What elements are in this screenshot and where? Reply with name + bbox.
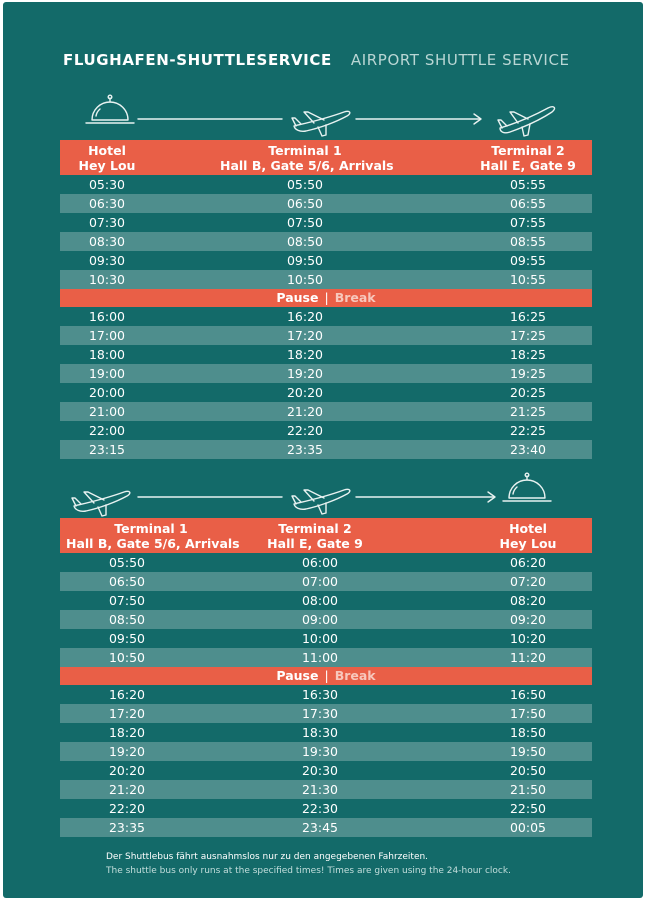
table-row [60,648,592,667]
time-cell: 10:50 [286,272,324,287]
table-row [60,440,592,459]
time-cell: 10:30 [88,272,126,287]
table-row [60,629,592,648]
return-header [60,518,592,553]
footer-german: Der Shuttlebus fährt ausnahmslos nur zu den angegebenen Fahrzeiten. [106,852,429,862]
time-cell: 00:05 [509,820,547,835]
table-row [60,421,592,440]
time-cell: 16:20 [108,687,146,702]
outbound-pause-bar [60,289,592,307]
table-row [60,194,592,213]
table-row [60,780,592,799]
time-cell: 06:00 [301,555,339,570]
outbound-evening-rows [60,307,592,459]
time-cell: 10:55 [509,272,547,287]
time-cell: 08:30 [88,234,126,249]
time-cell: 07:00 [301,574,339,589]
time-cell: 19:00 [88,366,126,381]
header-line1: Hotel [509,521,547,536]
table-row [60,761,592,780]
airplane-icon [292,111,350,136]
header-line1: Terminal 1 [114,521,188,536]
time-cell: 07:50 [108,593,146,608]
return-route-graphic [60,470,590,520]
time-cell: 06:55 [509,196,547,211]
time-cell: 18:50 [509,725,547,740]
time-cell: 05:30 [88,177,126,192]
time-cell: 17:25 [509,328,547,343]
time-cell: 06:30 [88,196,126,211]
outbound-header-col2 [220,143,394,173]
airplane-icon [72,491,130,516]
time-cell: 22:30 [301,801,339,816]
time-cell: 19:30 [301,744,339,759]
header-line2: Hall B, Gate 5/6, Arrivals [66,536,240,551]
time-cell: 05:50 [286,177,324,192]
time-cell: 20:00 [88,385,126,400]
time-cell: 17:30 [301,706,339,721]
outbound-header-col3 [478,143,578,173]
time-cell: 06:50 [108,574,146,589]
time-cell: 06:50 [286,196,324,211]
time-cell: 07:30 [88,215,126,230]
time-cell: 17:20 [286,328,324,343]
time-cell: 20:50 [509,763,547,778]
time-cell: 23:35 [108,820,146,835]
table-row [60,251,592,270]
time-cell: 20:25 [509,385,547,400]
table-row [60,383,592,402]
time-cell: 09:20 [509,612,547,627]
header-line1: Hotel [88,143,126,158]
table-row [60,610,592,629]
pause-separator: | [324,668,329,683]
table-row [60,704,592,723]
time-cell: 22:20 [108,801,146,816]
time-cell: 05:50 [108,555,146,570]
time-cell: 19:20 [108,744,146,759]
table-row [60,742,592,761]
pause-label-english: Break [334,668,376,683]
return-header-col3 [490,521,566,551]
poster-title [63,50,603,70]
table-row [60,175,592,194]
return-evening-rows [60,685,592,837]
time-cell: 21:50 [509,782,547,797]
header-line2: Hey Lou [499,536,557,551]
table-row [60,270,592,289]
time-cell: 22:50 [509,801,547,816]
time-cell: 18:30 [301,725,339,740]
header-line1: Terminal 2 [491,143,565,158]
table-row [60,685,592,704]
outbound-header [60,140,592,175]
header-line1: Terminal 1 [268,143,342,158]
time-cell: 22:25 [509,423,547,438]
time-cell: 18:25 [509,347,547,362]
pause-label-english: Break [334,290,376,305]
table-row [60,799,592,818]
time-cell: 07:20 [509,574,547,589]
table-row [60,553,592,572]
outbound-timetable [60,140,592,459]
time-cell: 07:50 [286,215,324,230]
time-cell: 19:50 [509,744,547,759]
time-cell: 22:00 [88,423,126,438]
time-cell: 09:50 [108,631,146,646]
time-cell: 23:35 [286,442,324,457]
return-header-col1 [66,521,240,551]
time-cell: 17:20 [108,706,146,721]
time-cell: 23:45 [301,820,339,835]
outbound-route-graphic [60,92,590,142]
time-cell: 21:20 [108,782,146,797]
time-cell: 16:25 [509,309,547,324]
time-cell: 08:20 [509,593,547,608]
time-cell: 10:00 [301,631,339,646]
time-cell: 07:55 [509,215,547,230]
table-row [60,572,592,591]
time-cell: 19:25 [509,366,547,381]
title-english: AIRPORT SHUTTLE SERVICE [350,51,570,69]
time-cell: 17:50 [509,706,547,721]
footer-english: The shuttle bus only runs at the specified times! Times are given using the 24-hour clock. [106,866,511,876]
time-cell: 09:00 [301,612,339,627]
shuttle-poster [3,2,643,898]
time-cell: 21:30 [301,782,339,797]
time-cell: 23:40 [509,442,547,457]
time-cell: 18:20 [286,347,324,362]
header-line2: Hey Lou [78,158,136,173]
time-cell: 16:30 [301,687,339,702]
time-cell: 08:50 [108,612,146,627]
table-row [60,364,592,383]
time-cell: 08:50 [286,234,324,249]
outbound-header-col1 [76,143,138,173]
time-cell: 08:55 [509,234,547,249]
return-timetable [60,518,592,837]
time-cell: 23:15 [88,442,126,457]
time-cell: 09:50 [286,253,324,268]
time-cell: 06:20 [509,555,547,570]
table-row [60,402,592,421]
title-german: FLUGHAFEN-SHUTTLESERVICE [63,51,332,69]
time-cell: 17:00 [88,328,126,343]
table-row [60,326,592,345]
time-cell: 22:20 [286,423,324,438]
header-line2: Hall E, Gate 9 [480,158,576,173]
table-row [60,232,592,251]
table-row [60,213,592,232]
service-bell-icon [86,95,134,123]
time-cell: 20:20 [286,385,324,400]
time-cell: 18:20 [108,725,146,740]
return-morning-rows [60,553,592,667]
return-pause-bar [60,667,592,685]
footer-note [106,850,626,878]
time-cell: 20:20 [108,763,146,778]
time-cell: 16:50 [509,687,547,702]
time-cell: 10:20 [509,631,547,646]
time-cell: 19:20 [286,366,324,381]
time-cell: 21:25 [509,404,547,419]
table-row [60,591,592,610]
airplane-icon [498,107,555,136]
return-header-col2 [260,521,370,551]
header-line2: Hall B, Gate 5/6, Arrivals [220,158,394,173]
time-cell: 09:55 [509,253,547,268]
table-row [60,723,592,742]
time-cell: 11:00 [301,650,339,665]
time-cell: 16:00 [88,309,126,324]
airplane-icon [292,489,350,514]
time-cell: 20:30 [301,763,339,778]
pause-label-german: Pause [276,668,319,683]
time-cell: 05:55 [509,177,547,192]
time-cell: 21:20 [286,404,324,419]
time-cell: 18:00 [88,347,126,362]
outbound-morning-rows [60,175,592,289]
header-line1: Terminal 2 [278,521,352,536]
time-cell: 08:00 [301,593,339,608]
time-cell: 16:20 [286,309,324,324]
time-cell: 21:00 [88,404,126,419]
table-row [60,307,592,326]
pause-separator: | [324,290,329,305]
time-cell: 10:50 [108,650,146,665]
pause-label-german: Pause [276,290,319,305]
header-line2: Hall E, Gate 9 [267,536,363,551]
service-bell-icon [503,473,551,501]
table-row [60,818,592,837]
time-cell: 11:20 [509,650,547,665]
time-cell: 09:30 [88,253,126,268]
table-row [60,345,592,364]
